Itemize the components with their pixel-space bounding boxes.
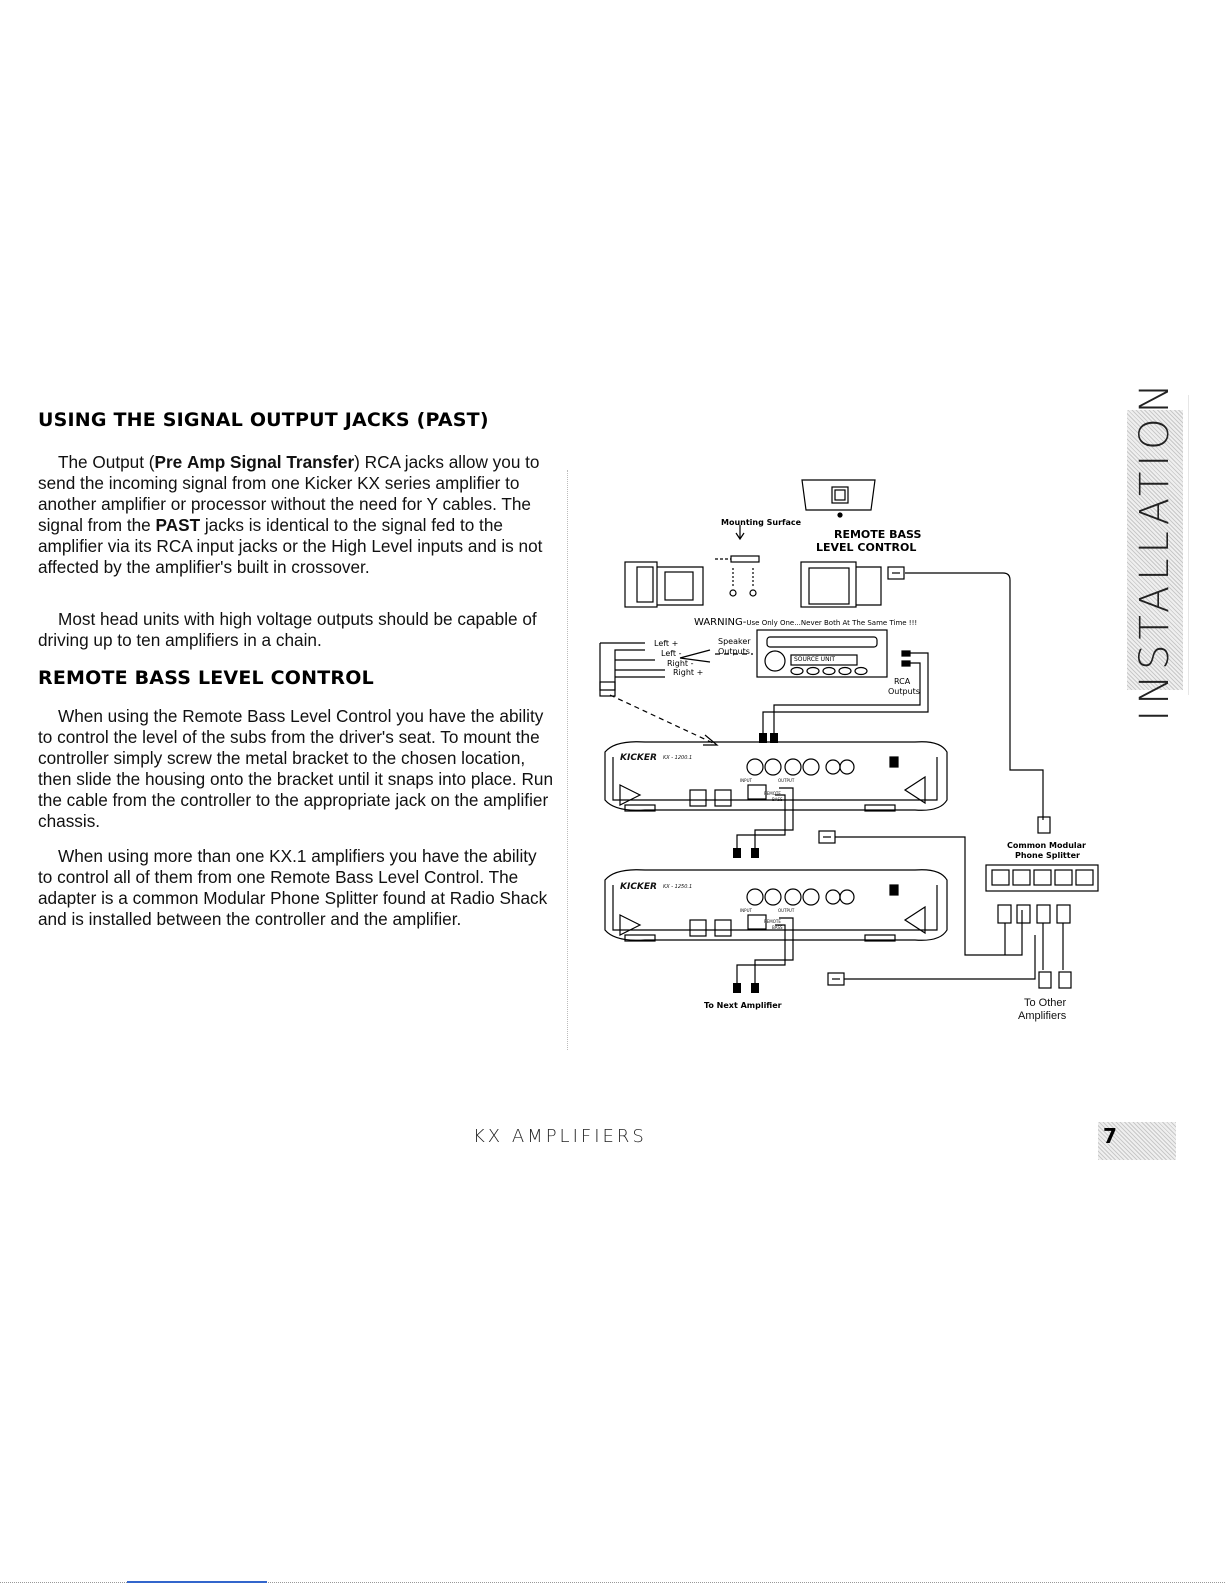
rca-label: RCA [894, 677, 911, 686]
amp2-input-label: INPUT [740, 908, 752, 913]
amp2-brand: KICKER [620, 882, 657, 892]
left-minus-label: Left - [661, 649, 682, 658]
to-other-label-1: To Other [1024, 997, 1067, 1009]
column-divider [567, 470, 569, 1050]
head-unit-paragraph: Most head units with high voltage outputs should be capable of driving up to ten amplifiers in a chain. [38, 609, 537, 650]
sidebar-edge [1188, 395, 1189, 695]
source-unit-label: SOURCE UNIT [794, 656, 835, 663]
remote-bass-label-1: REMOTE BASS [834, 528, 922, 541]
phone-splitter [986, 865, 1098, 891]
to-next-amp-label: To Next Amplifier [704, 1001, 782, 1010]
page-number: 7 [1103, 1124, 1117, 1148]
to-other-label-2: Amplifiers [1018, 1010, 1067, 1022]
remote-bass-paragraph: When using the Remote Bass Level Control you have the ability to control the level of the subs from the driver's seat. To mount the controller simply screw the metal bracket to the chosen location, then slide the housing onto the bracket until it snaps into place. Run the cable from the controller to the appropriate jack on the amplifier chassis. [38, 706, 554, 831]
splitter-label-1: Common Modular [1007, 841, 1086, 850]
remote-housing-left [625, 562, 657, 607]
remote-cable [905, 573, 1043, 820]
remote-bass-label-2: LEVEL CONTROL [816, 541, 917, 554]
amp1-remote-label: REMOTE [764, 791, 781, 796]
right-minus-label: Right - [667, 659, 694, 668]
mounting-bracket [731, 556, 759, 562]
footer-title: KX AMPLIFIERS [473, 1126, 647, 1147]
past-paragraph: The Output (Pre Amp Signal Transfer) RCA jacks allow you to send the incoming signal from one Kicker KX series amplifier to another amplifier or processor without the need for Y cables. The signal from the PAST jacks is identical to the signal fed to the amplifier via its RCA input jacks or the High Level inputs and is not affected by the amplifier's built in crossover. [38, 452, 543, 577]
warning-label: WARNING-Use Only One...Never Both At The Same Time !!! [694, 617, 918, 628]
amp1-brand: KICKER [620, 753, 657, 763]
amp2-model: KX - 1250.1 [663, 884, 693, 890]
remote-controller-front [802, 480, 875, 510]
rca-outputs-label: Outputs [888, 687, 920, 696]
section-heading-remote-bass: REMOTE BASS LEVEL CONTROL [38, 667, 374, 689]
left-plus-label: Left + [654, 639, 679, 648]
bottom-rule-highlight [127, 1581, 267, 1583]
amp2-bass-label: BASS [772, 925, 783, 930]
right-plus-label: Right + [673, 668, 704, 677]
sidebar-label: INSTALLATION [1132, 378, 1178, 722]
amp2-remote-label: REMOTE [764, 919, 781, 924]
amplifier-2 [605, 870, 947, 941]
amp2-output-label: OUTPUT [778, 908, 795, 913]
speaker-outputs-label: Outputs [718, 647, 750, 656]
source-unit-buttons [791, 668, 867, 675]
amp1-output-label: OUTPUT [778, 778, 795, 783]
amp1-model: KX - 1200.1 [663, 755, 693, 761]
amp1-bass-label: BASS [772, 797, 783, 802]
mounting-surface-label: Mounting Surface [721, 518, 802, 527]
multi-amp-paragraph: When using more than one KX.1 amplifiers you have the ability to control all of them from one Remote Bass Level Control. The adapter is a common Modular Phone Splitter found at Radio Shack and is installed between the controller and the amplifier. [38, 846, 548, 929]
splitter-label-2: Phone Splitter [1015, 851, 1080, 860]
amp1-input-label: INPUT [740, 778, 752, 783]
speaker-label: Speaker [718, 637, 751, 646]
section-heading-past: USING THE SIGNAL OUTPUT JACKS (PAST) [38, 409, 489, 431]
